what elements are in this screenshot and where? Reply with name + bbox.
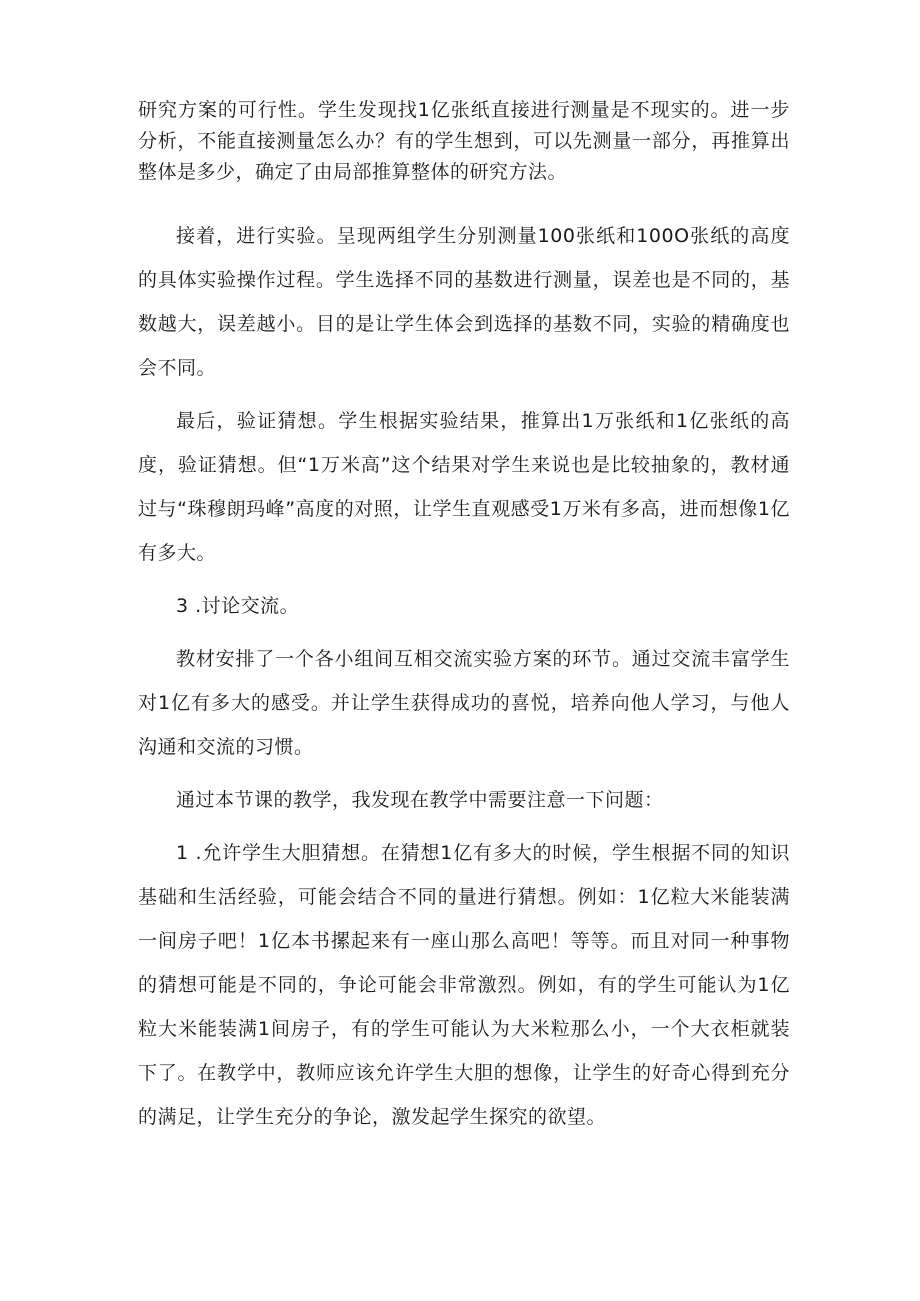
paragraph-verify-guess: 最后，验证猜想。学生根据实验结果，推算出1万张纸和1亿张纸的高度，验证猜想。但“1万米高”这个结果对学生来说也是比较抽象的，教材通过与“珠穆朗玛峰”高度的对照，让学生直观感受1万米有多高，进而想像1亿有多大。 (138, 410, 790, 564)
paragraph-allow-guessing: 1 .允许学生大胆猜想。在猜想1亿有多大的时候，学生根据不同的知识基础和生活经验，可能会结合不同的量进行猜想。例如：1亿粒大米能装满一间房子吧！1亿本书摞起来有一座山那么高吧！等等。而且对同一种事物的猜想可能是不同的，争论可能会非常激烈。例如，有的学生可能认为1亿粒大米能装满1间房子，有的学生可能认为大米粒那么小，一个大衣柜就装下了。在教学中，教师应该允许学生大胆的想像，让学生的好奇心得到充分的满足，让学生充分的争论，激发起学生探究的欲望。 (138, 842, 790, 1128)
paragraph-research-feasibility: 研究方案的可行性。学生发现找1亿张纸直接进行测量是不现实的。进一步分析，不能直接测量怎么办？有的学生想到，可以先测量一部分，再推算出整体是多少，确定了由局部推算整体的研究方法。 (138, 99, 790, 183)
paragraph-experiment: 接着，进行实验。呈现两组学生分别测量100张纸和100O张纸的高度的具体实验操作过程。学生选择不同的基数进行测量，误差也是不同的，基数越大，误差越小。目的是让学生体会到选择的基数不同，实验的精确度也会不同。 (138, 225, 790, 379)
paragraph-notes-intro: 通过本节课的教学，我发现在教学中需要注意一下问题： (176, 789, 664, 811)
paragraph-group-exchange: 教材安排了一个各小组间互相交流实验方案的环节。通过交流丰富学生对1亿有多大的感受。并让学生获得成功的喜悦，培养向他人学习，与他人沟通和交流的习惯。 (138, 648, 790, 758)
heading-discussion: 3 .讨论交流。 (176, 595, 300, 617)
document-body (138, 95, 790, 1139)
